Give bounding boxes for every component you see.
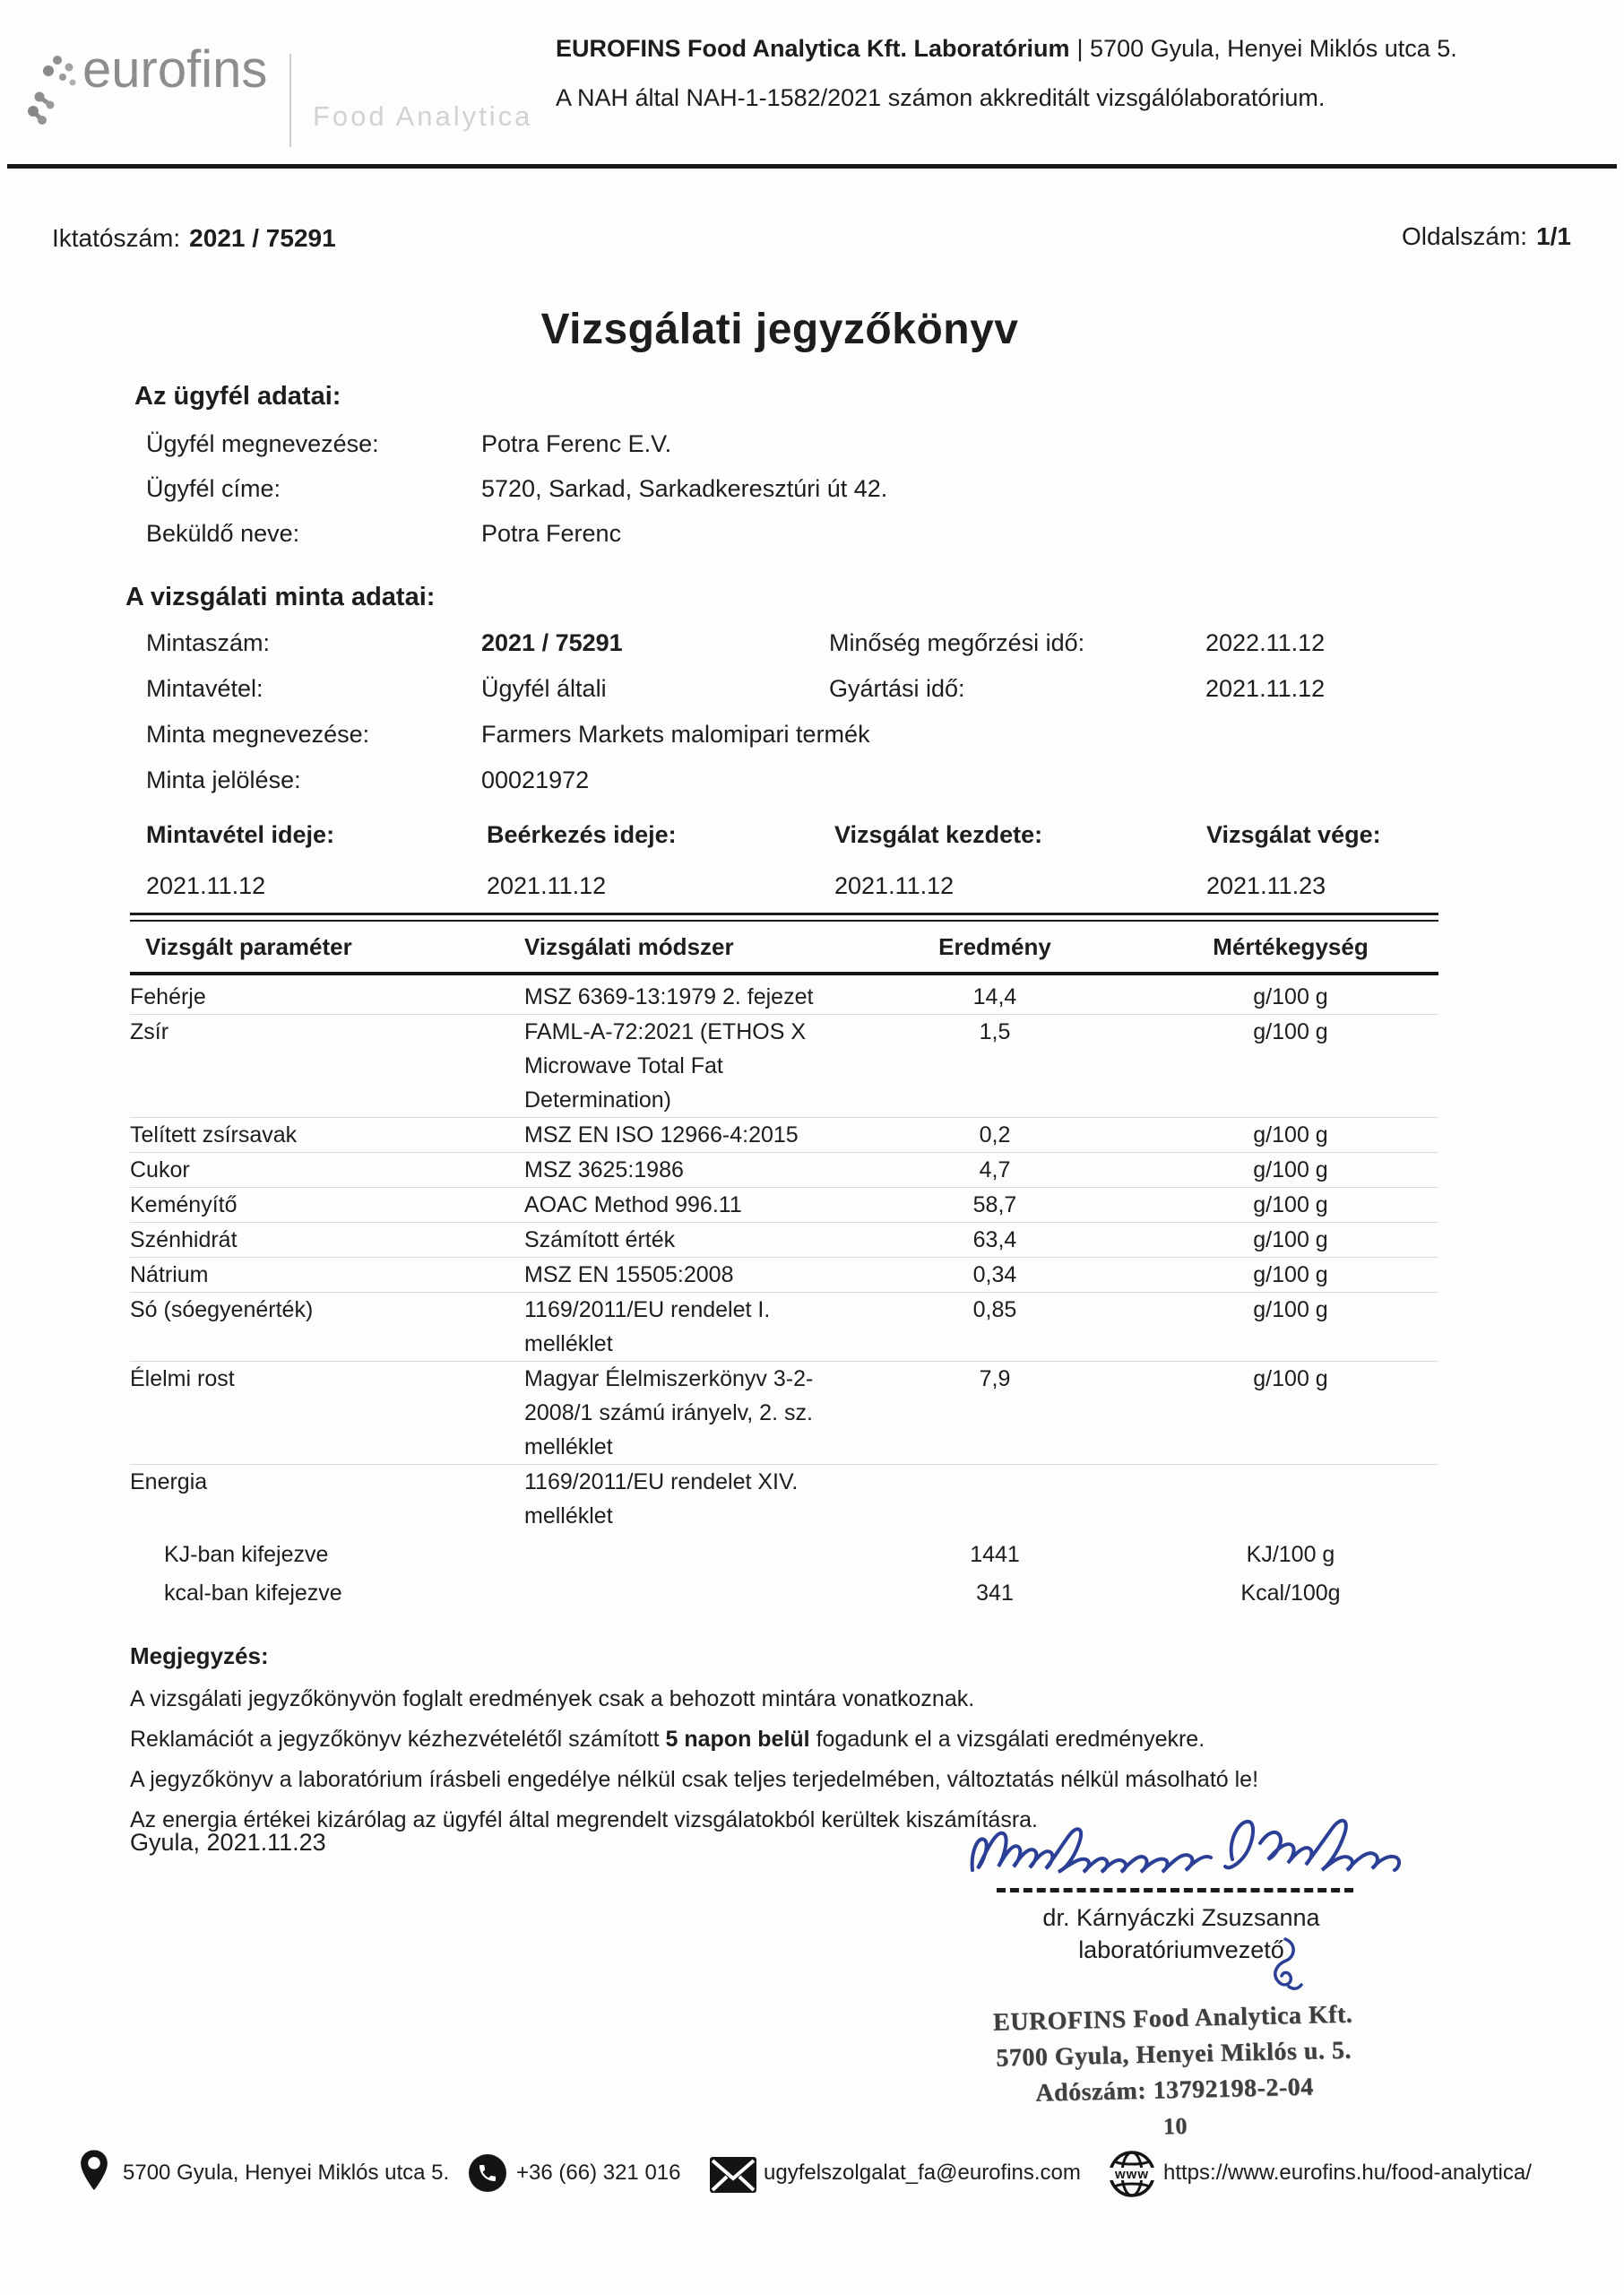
date-label: Vizsgálat kezdete: [834, 821, 1043, 848]
signature-line [997, 1888, 1353, 1892]
lab-address: | 5700 Gyula, Henyei Miklós utca 5. [1076, 35, 1457, 62]
method-cell: MSZ EN 15505:2008 [524, 1262, 734, 1287]
sample-section-heading: A vizsgálati minta adatai: [125, 583, 436, 611]
param-cell: Telített zsírsavak [130, 1122, 298, 1148]
table-row [130, 1258, 1438, 1293]
date-col [487, 821, 834, 900]
registry-number [52, 224, 336, 253]
sample-row-label: Mintaszám: [146, 629, 271, 656]
date-value: 2021.11.12 [487, 872, 607, 899]
header-rule [7, 164, 1617, 169]
unit-cell [1143, 1465, 1438, 1533]
dates-grid [146, 821, 1544, 900]
date-label: Mintavétel ideje: [146, 821, 335, 848]
stamp-line: 10 [1162, 2112, 1188, 2140]
client-data-grid [146, 421, 887, 556]
date-col [1206, 821, 1544, 900]
eurofins-logo-dots-icon [27, 52, 81, 127]
client-row-label: Ügyfél címe: [146, 474, 281, 502]
unit-cell: g/100 g [1253, 1192, 1328, 1217]
date-col [146, 821, 487, 900]
sample-row-value: 2021.11.12 [1205, 675, 1326, 702]
date-value: 2021.11.12 [834, 872, 955, 899]
footer-phone: +36 (66) 321 016 [516, 2161, 681, 2185]
signature-flourish [1262, 1935, 1303, 1996]
result-cell: 14,4 [972, 984, 1017, 1009]
note-line: A jegyzőkönyv a laboratórium írásbeli engedélye nélkül csak teljes terjedelmében, változtatás nélkül másolható le! [130, 1767, 1259, 1792]
column-header: Vizsgált paraméter [145, 933, 352, 960]
lab-header-block [556, 36, 1457, 110]
method-cell: Számított érték [524, 1227, 676, 1252]
unit-cell: g/100 g [1253, 984, 1328, 1009]
signer-title: laboratóriumvezető [1078, 1936, 1284, 1963]
method-cell [524, 1576, 847, 1610]
table-row [130, 1153, 1438, 1188]
sample-row-value: Ügyfél általi [481, 675, 607, 702]
unit-cell: KJ/100 g [1246, 1542, 1335, 1567]
client-row-value: Potra Ferenc [481, 519, 622, 547]
stamp-line: 5700 Gyula, Henyei Miklós u. 5. [995, 2036, 1352, 2073]
method-cell [524, 1537, 847, 1572]
unit-cell: g/100 g [1253, 1227, 1328, 1252]
footer-address: 5700 Gyula, Henyei Miklós utca 5. [123, 2161, 450, 2185]
phone-icon [468, 2153, 507, 2193]
method-cell: 1169/2011/EU rendelet XIV. melléklet [524, 1469, 799, 1529]
param-cell: Keményítő [130, 1192, 238, 1217]
param-cell: Zsír [130, 1019, 169, 1044]
sample-row-value: 00021972 [481, 766, 590, 793]
sample-row-label: Minőség megőrzési idő: [829, 629, 1085, 656]
column-header: Mértékegység [1213, 933, 1369, 960]
footer-url: https://www.eurofins.hu/food-analytica/ [1163, 2161, 1532, 2185]
method-cell: 1169/2011/EU rendelet I. melléklet [524, 1297, 771, 1356]
column-header: Eredmény [938, 933, 1051, 960]
param-cell: KJ-ban kifejezve [164, 1542, 329, 1567]
table-row [130, 1223, 1438, 1258]
note-line-text: Reklamációt a jegyzőkönyv kézhezvételétől számított [130, 1727, 666, 1752]
method-cell: MSZ 6369-13:1979 2. fejezet [524, 984, 814, 1009]
svg-text:www: www [1114, 2167, 1150, 2182]
table-row [130, 975, 1438, 1015]
globe-www-icon [1108, 2150, 1156, 2198]
client-row-value: Potra Ferenc E.V. [481, 429, 672, 457]
note-line: A vizsgálati jegyzőkönyvön foglalt eredmények csak a behozott mintára vonatkoznak. [130, 1686, 975, 1711]
param-cell: Energia [130, 1469, 208, 1494]
stamp-line: EUROFINS Food Analytica Kft. [992, 2000, 1353, 2037]
date-label: Beérkezés ideje: [487, 821, 677, 848]
result-cell: 0,85 [972, 1297, 1017, 1322]
method-cell: Magyar Élelmiszerkönyv 3-2-2008/1 számú irányelv, 2. sz. melléklet [524, 1366, 814, 1459]
registry-value: 2021 / 75291 [189, 224, 336, 252]
table-row [130, 1015, 1438, 1118]
page-number-label: Oldalszám: [1402, 222, 1528, 250]
page-number [1402, 222, 1571, 251]
footer-email: ugyfelszolgalat_fa@eurofins.com [764, 2161, 1081, 2185]
param-cell: Fehérje [130, 984, 206, 1009]
unit-cell: g/100 g [1253, 1157, 1328, 1182]
param-cell: Só (sóegyenérték) [130, 1297, 314, 1322]
sample-row-value: 2021 / 75291 [481, 629, 623, 656]
result-cell [847, 1465, 1143, 1533]
table-row [130, 1572, 1438, 1610]
date-value: 2021.11.12 [146, 872, 266, 899]
notes-heading: Megjegyzés: [130, 1642, 269, 1669]
table-row [130, 1465, 1438, 1533]
result-cell: 1,5 [979, 1019, 1011, 1044]
unit-cell: g/100 g [1253, 1297, 1328, 1322]
table-top-rule [130, 913, 1438, 915]
result-cell: 63,4 [972, 1227, 1017, 1252]
eurofins-logo-wordmark: eurofins [82, 40, 268, 99]
sample-row-label: Minta megnevezése: [146, 721, 370, 748]
table-header-row [130, 922, 1438, 972]
date-value: 2021.11.23 [1206, 872, 1326, 899]
registry-label: Iktatószám: [52, 224, 181, 252]
sample-row-label: Mintavétel: [146, 675, 263, 702]
column-header: Vizsgálati módszer [524, 933, 734, 960]
table-row [130, 1533, 1438, 1572]
sample-row-label: Minta jelölése: [146, 766, 301, 793]
client-row-value: 5720, Sarkad, Sarkadkeresztúri út 42. [481, 474, 888, 502]
page-number-value: 1/1 [1536, 222, 1571, 250]
sample-row-value: Farmers Markets malomipari termék [481, 721, 870, 748]
document-title: Vizsgálati jegyzőkönyv [540, 306, 1019, 353]
param-cell: Nátrium [130, 1262, 209, 1287]
method-cell: FAML-A-72:2021 (ETHOS X Microwave Total Fat Determination) [524, 1019, 807, 1113]
signer-name: dr. Kárnyáczki Zsuzsanna [1042, 1904, 1320, 1931]
param-cell: Szénhidrát [130, 1227, 238, 1252]
sample-row-value: 2022.11.12 [1205, 629, 1326, 656]
method-cell: MSZ EN ISO 12966-4:2015 [524, 1122, 799, 1148]
method-cell: MSZ 3625:1986 [524, 1157, 684, 1182]
result-cell: 341 [976, 1581, 1014, 1606]
sample-row-label: Gyártási idő: [829, 675, 965, 702]
param-cell: kcal-ban kifejezve [164, 1581, 342, 1606]
result-cell: 0,2 [979, 1122, 1011, 1148]
lab-accreditation: A NAH által NAH-1-1582/2021 számon akkreditált vizsgálólaboratórium. [556, 84, 1326, 111]
method-cell: AOAC Method 996.11 [524, 1192, 742, 1217]
result-cell: 1441 [970, 1542, 1020, 1567]
client-row-label: Ügyfél megnevezése: [146, 429, 379, 457]
date-label: Vizsgálat vége: [1206, 821, 1381, 848]
unit-cell: Kcal/100g [1240, 1581, 1341, 1606]
location-pin-icon [79, 2148, 109, 2193]
note-line: Az energia értékei kizárólag az ügyfél által megrendelt vizsgálatokból kerültek kiszámításra. [130, 1807, 1038, 1832]
email-envelope-icon [710, 2157, 756, 2193]
table-row [130, 1118, 1438, 1153]
unit-cell: g/100 g [1253, 1366, 1328, 1391]
param-cell: Cukor [130, 1157, 190, 1182]
note-line-bold: 5 napon belül [665, 1727, 810, 1752]
client-row-label: Beküldő neve: [146, 519, 300, 547]
place-and-date: Gyula, 2021.11.23 [130, 1829, 326, 1856]
table-row [130, 1293, 1438, 1362]
table-row [130, 1362, 1438, 1465]
result-cell: 4,7 [979, 1157, 1011, 1182]
sample-data-grid [146, 620, 1544, 803]
stamp-line: Adószám: 13792198-2-04 [1034, 2073, 1314, 2108]
table-row [130, 1188, 1438, 1223]
client-section-heading: Az ügyfél adatai: [134, 382, 341, 411]
logo-divider [289, 54, 291, 147]
result-cell: 0,34 [972, 1262, 1017, 1287]
note-line [130, 1719, 1258, 1760]
company-stamp [973, 1996, 1375, 2149]
result-cell: 7,9 [979, 1366, 1011, 1391]
lab-name: EUROFINS Food Analytica Kft. Laboratórium [556, 35, 1070, 62]
unit-cell: g/100 g [1253, 1262, 1328, 1287]
param-cell: Élelmi rost [130, 1366, 235, 1391]
date-col [834, 821, 1206, 900]
lab-header-line1 [556, 36, 1457, 61]
handwritten-signature [963, 1807, 1412, 1893]
result-cell: 58,7 [972, 1192, 1017, 1217]
unit-cell: g/100 g [1253, 1019, 1328, 1044]
note-line-text: fogadunk el a vizsgálati eredményekre. [809, 1727, 1205, 1752]
results-table [130, 913, 1438, 1610]
logo-subtext: Food Analytica [313, 100, 533, 132]
unit-cell: g/100 g [1253, 1122, 1328, 1148]
